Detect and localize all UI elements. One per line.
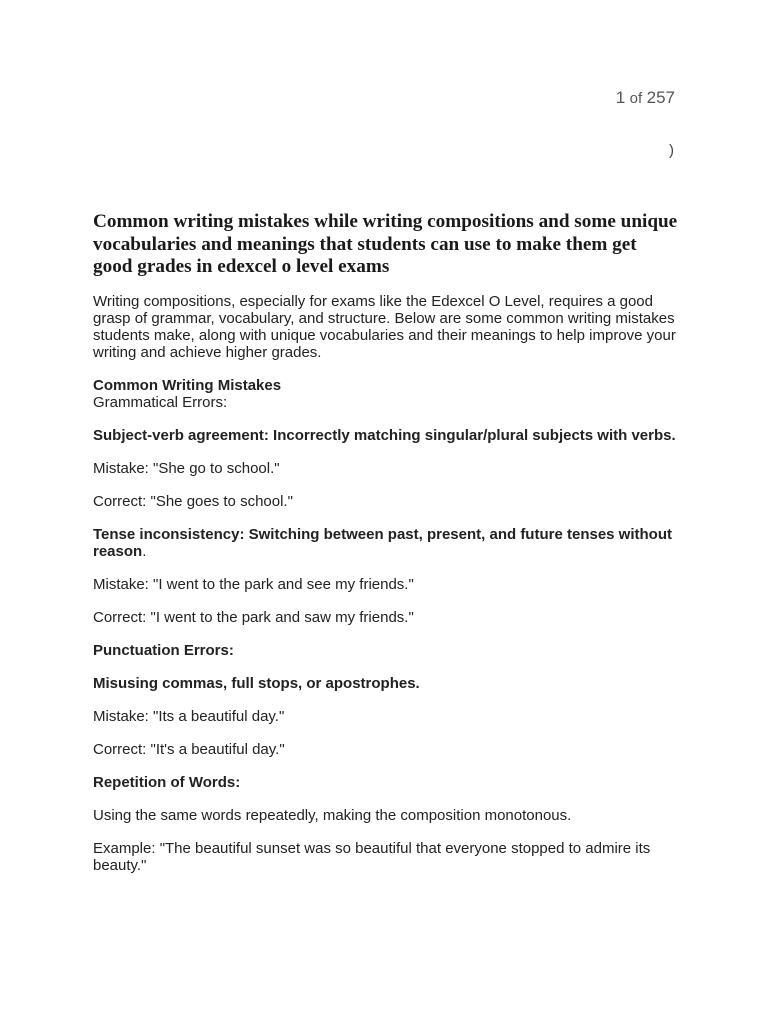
repetition-heading: Repetition of Words:	[93, 773, 241, 791]
subsection-grammar: Grammatical Errors:	[93, 393, 228, 411]
intro-paragraph: Writing compositions, especially for exams like the Edexcel O Level, requires a good grasp of grammar, vocabulary, and structure. Below are some common writing mistakes students make, along with unique vocabularies and their meanings to help improve your writing and achieve higher grades.	[93, 292, 676, 361]
repetition-description: Using the same words repeatedly, making the composition monotonous.	[93, 806, 572, 824]
punctuation-mistake-example: Mistake: "Its a beautiful day."	[93, 707, 285, 725]
sv-correct-example: Correct: "She goes to school."	[93, 492, 293, 510]
repetition-example: Example: "The beautiful sunset was so beautiful that everyone stopped to admire its beauty."	[93, 839, 651, 874]
page-current: 1	[615, 88, 626, 107]
tense-heading-period: .	[142, 542, 147, 560]
page-total: 257	[646, 88, 675, 107]
punctuation-subheading: Misusing commas, full stops, or apostrophes.	[93, 674, 420, 692]
section-heading: Common Writing Mistakes	[93, 376, 282, 394]
document-title: Common writing mistakes while writing compositions and some unique vocabularies and meanings that students can use to make them get good grades in edexcel o level exams	[93, 211, 678, 277]
page-of-label: of	[629, 90, 643, 107]
tense-heading-paragraph	[93, 526, 678, 560]
document-body	[93, 211, 678, 890]
sv-agreement-heading: Subject-verb agreement: Incorrectly matching singular/plural subjects with verbs.	[93, 426, 676, 444]
sv-mistake-example: Mistake: "She go to school."	[93, 459, 280, 477]
punctuation-correct-example: Correct: "It's a beautiful day."	[93, 740, 285, 758]
tense-heading: Tense inconsistency: Switching between past, present, and future tenses without reason	[93, 525, 672, 560]
page-counter	[616, 88, 675, 108]
punctuation-heading: Punctuation Errors:	[93, 641, 234, 659]
stray-parenthesis: )	[669, 142, 674, 159]
tense-correct-example: Correct: "I went to the park and saw my friends."	[93, 608, 414, 626]
tense-mistake-example: Mistake: "I went to the park and see my friends."	[93, 575, 414, 593]
